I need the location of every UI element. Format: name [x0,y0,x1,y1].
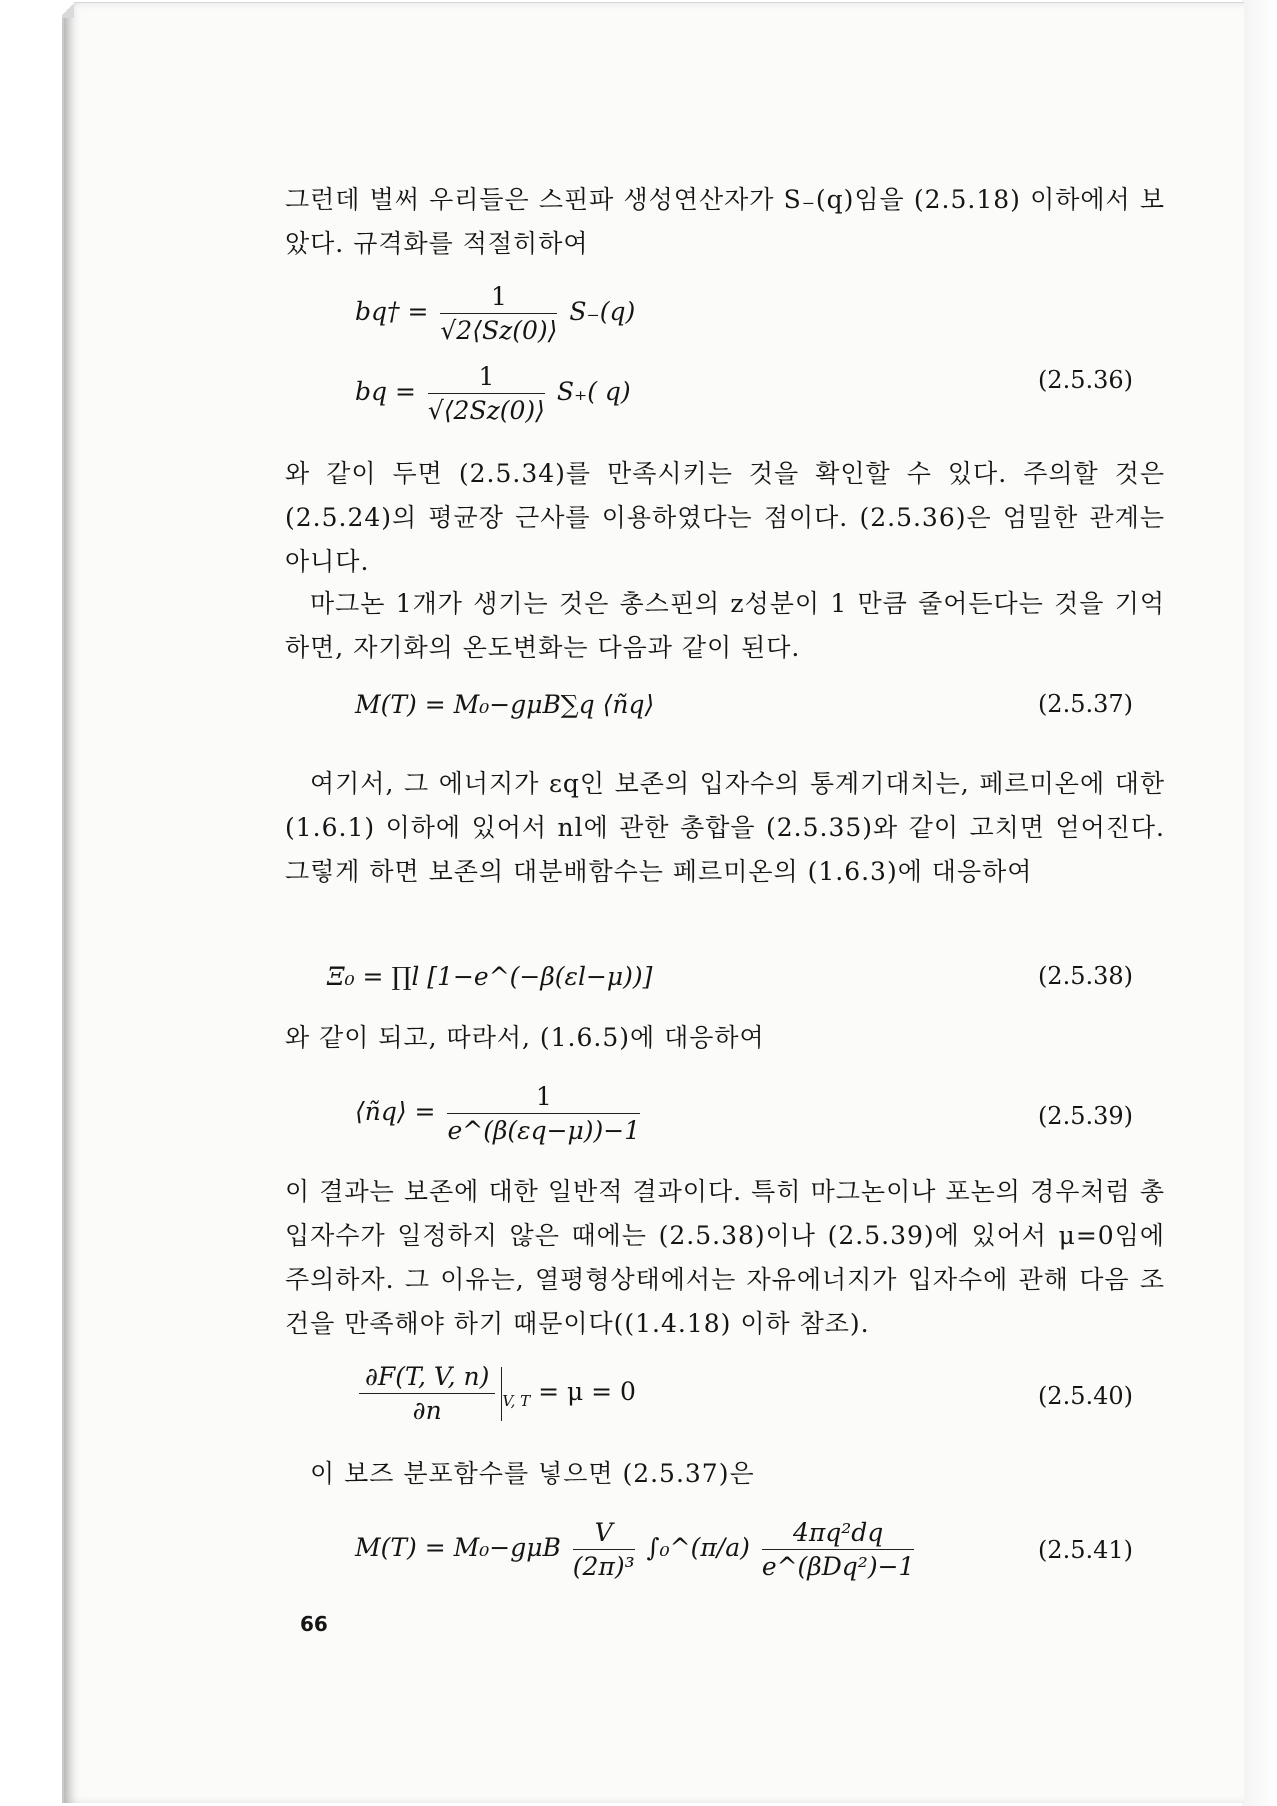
eq36b-rhs: S₊( q) [556,377,631,406]
paragraph-4: 여기서, 그 에너지가 εq인 보존의 입자수의 통계기대치는, 페르미온에 대한 (1.6.1) 이하에 있어서 nl에 관한 총합을 (2.5.35)와 같이 고치면 얻어진다. 그렇게 하면 보존의 대분배함수는 페르미온의 (1.6.3)에 대응하여 [285,769,1165,886]
paragraph-3: 마그논 1개가 생기는 것은 총스핀의 z성분이 1 만큼 줄어든다는 것을 기억하면, 자기화의 온도변화는 다음과 같이 된다. [285,589,1165,662]
equation-number-2-5-40: (2.5.40) [1037,1382,1133,1410]
eq40-evaluation-subscript: V, T [502,1392,531,1410]
paragraph-6: 이 결과는 보존에 대한 일반적 결과이다. 특히 마그논이나 포논의 경우처럼 총 입자수가 일정하지 않은 때에는 (2.5.38)이나 (2.5.39)에 있어서 μ=0임에 주의하자. 그 이유는, 열평형상태에서는 자유에너지가 입자수에 관해 다음 조건을 만족해야 하기 때문이다((1.4.18) 이하 참조). [285,1177,1165,1338]
eq41-integral: ∫₀^(π/a) [646,1533,750,1562]
eq36a-numerator: 1 [440,282,557,314]
eq36a-rhs: S₋(q) [569,297,636,326]
paragraph-2: 와 같이 두면 (2.5.34)를 만족시키는 것을 확인할 수 있다. 주의할 것은 (2.5.24)의 평균장 근사를 이용하였다는 점이다. (2.5.36)은 엄밀한 관계는 아니다. [285,459,1165,576]
eq36a-denominator: √2⟨Sz(0)⟩ [440,316,558,345]
paragraph-5: 와 같이 되고, 따라서, (1.6.5)에 대응하여 [285,1023,765,1052]
eq41-numerator-2: 4πq²dq [762,1518,915,1550]
page-corner [62,0,74,18]
eq36b-lhs: bq = [355,377,416,406]
eq40-denominator: ∂n [412,1396,442,1425]
paragraph-7: 이 보즈 분포함수를 넣으면 (2.5.37)은 [310,1459,755,1488]
equation-2-5-36b [285,362,1165,425]
eq39-lhs: ⟨ñq⟩ = [355,1097,436,1126]
eq36b-numerator: 1 [428,362,545,394]
eq39-denominator: e^(β(εq−μ))−1 [447,1116,641,1145]
page-right-margin [1242,0,1277,1806]
equation-2-5-37 [285,690,1165,750]
eq36a-lhs: bq† = [355,297,429,326]
eq41-denominator-2: e^(βDq²)−1 [761,1552,915,1581]
eq41-lhs: M(T) = M₀−gμB [355,1533,561,1562]
eq40-rhs: = μ = 0 [538,1377,636,1406]
equation-number-2-5-39: (2.5.39) [1037,1102,1133,1130]
equation-number-2-5-37: (2.5.37) [1037,690,1133,718]
eq37-expression: M(T) = M₀−gμB∑q ⟨ñq⟩ [355,690,655,719]
paragraph-1: 그런데 벌써 우리들은 스핀파 생성연산자가 S₋(q)임을 (2.5.18) 이하에서 보았다. 규격화를 적절히하여 [285,185,1165,258]
eq36b-denominator: √⟨2Sz(0)⟩ [427,396,545,425]
eq40-numerator: ∂F(T, V, n) [359,1362,495,1394]
eq39-numerator: 1 [447,1082,640,1114]
equation-2-5-38 [285,962,1165,1022]
page-number: 66 [300,1612,328,1636]
equation-2-5-40 [285,1362,1165,1425]
eq38-expression: Ξ₀ = ∏l [1−e^(−β(εl−μ))] [327,962,653,991]
equation-2-5-41 [285,1518,1165,1581]
eq41-numerator-1: V [573,1518,635,1550]
equation-number-2-5-41: (2.5.41) [1037,1536,1133,1564]
equation-2-5-36a [285,282,1165,345]
equation-number-2-5-38: (2.5.38) [1037,962,1133,990]
equation-2-5-39 [285,1082,1165,1145]
equation-number-2-5-36: (2.5.36) [1037,366,1133,394]
eq41-denominator-1: (2π)³ [572,1552,635,1581]
